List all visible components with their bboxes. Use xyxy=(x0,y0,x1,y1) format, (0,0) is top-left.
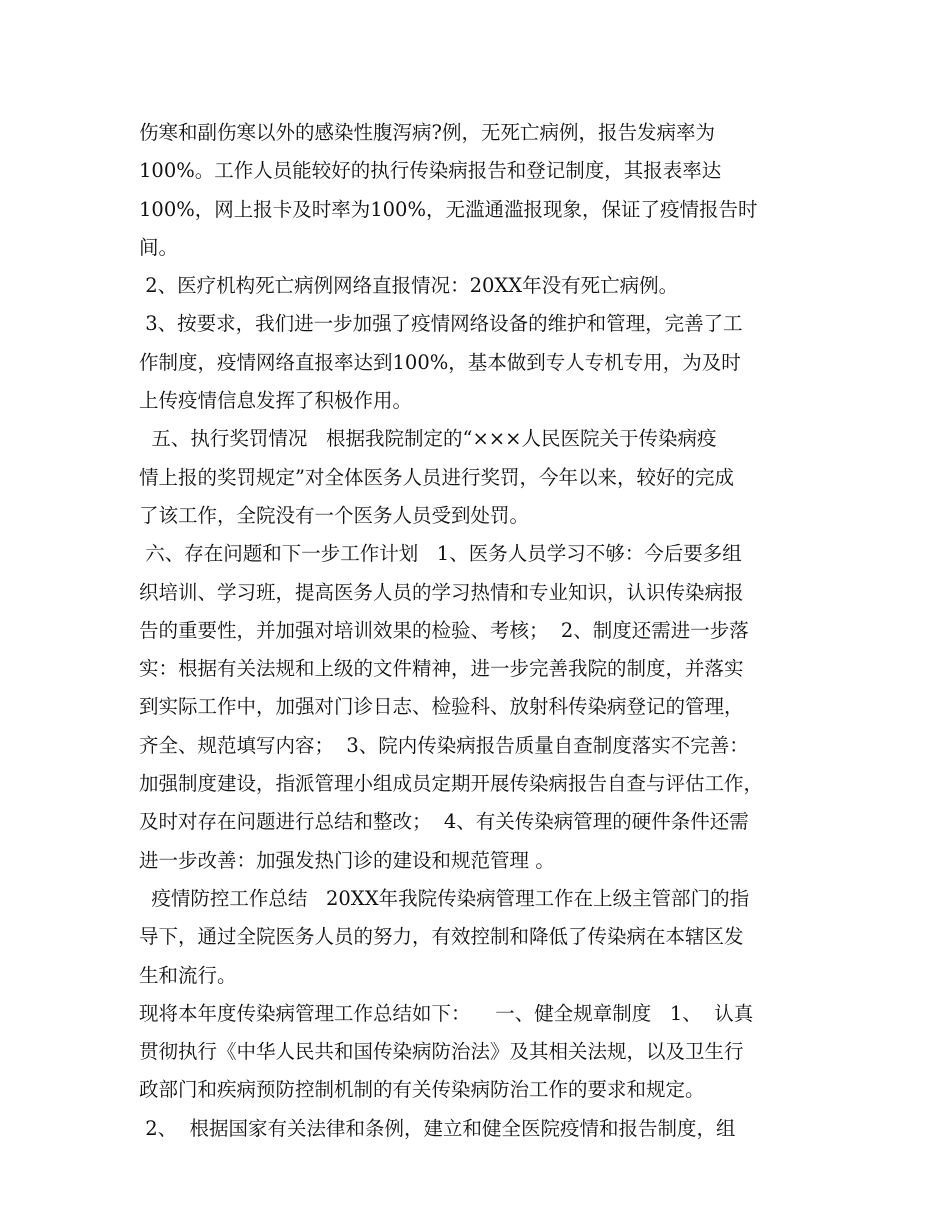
text-line: 贯彻执行《中华人民共和国传染病防治法》及其相关法规，以及卫生行 xyxy=(139,1040,744,1064)
text-line: 上传疫情信息发挥了积极作用。 xyxy=(139,389,413,413)
text-line: 2、 根据国家有关法律和条例，建立和健全医院疫情和报告制度，组 xyxy=(139,1116,736,1140)
text-line: 到实际工作中，加强对门诊日志、检验科、放射科传染病登记的管理， xyxy=(139,695,744,719)
text-line: 生和流行。 xyxy=(139,963,237,987)
text-line: 作制度，疫情网络直报率达到100%，基本做到专人专机专用，为及时 xyxy=(139,350,741,374)
text-line: 情上报的奖罚规定”对全体医务人员进行奖罚，今年以来，较好的完成 xyxy=(139,465,734,489)
text-line: 3、按要求，我们进一步加强了疫情网络设备的维护和管理，完善了工 xyxy=(139,312,743,336)
text-line: 2、医疗机构死亡病例网络直报情况：20XX年没有死亡病例。 xyxy=(139,274,679,298)
text-line: 100%。工作人员能较好的执行传染病报告和登记制度，其报表率达 xyxy=(139,159,722,183)
text-line: 六、存在问题和下一步工作计划 1、医务人员学习不够：今后要多组 xyxy=(139,542,742,566)
text-line: 进一步改善：加强发热门诊的建设和规范管理 。 xyxy=(139,848,555,872)
text-line: 政部门和疾病预防控制机制的有关传染病防治工作的要求和规定。 xyxy=(139,1078,705,1102)
text-line: 现将本年度传染病管理工作总结如下： 一、健全规章制度 1、 认真 xyxy=(139,1001,754,1025)
text-line: 齐全、规范填写内容； 3、院内传染病报告质量自查制度落实不完善： xyxy=(139,733,749,757)
text-line: 了该工作，全院没有一个医务人员受到处罚。 xyxy=(139,503,530,527)
text-line: 及时对存在问题进行总结和整改； 4、有关传染病管理的硬件条件还需 xyxy=(139,810,749,834)
text-line: 五、执行奖罚情况 根据我院制定的“×××人民医院关于传染病疫 xyxy=(139,427,717,451)
text-line: 实：根据有关法规和上级的文件精神，进一步完善我院的制度，并落实 xyxy=(139,657,744,681)
text-line: 加强制度建设，指派管理小组成员定期开展传染病报告自查与评估工作， xyxy=(139,772,764,796)
text-line: 织培训、学习班，提高医务人员的学习热情和专业知识，认识传染病报 xyxy=(139,580,744,604)
text-line: 伤寒和副伤寒以外的感染性腹泻病?例，无死亡病例，报告发病率为 xyxy=(139,121,715,144)
text-line: 疫情防控工作总结 20XX年我院传染病管理工作在上级主管部门的指 xyxy=(139,886,750,910)
text-line: 告的重要性，并加强对培训效果的检验、考核； 2、制度还需进一步落 xyxy=(139,618,749,642)
text-line: 间。 xyxy=(139,235,179,259)
document-body xyxy=(139,114,829,1148)
text-line: 导下，通过全院医务人员的努力，有效控制和降低了传染病在本辖区发 xyxy=(139,925,744,949)
text-line: 100%，网上报卡及时率为100%，无滥通滥报现象，保证了疫情报告时 xyxy=(139,197,758,221)
